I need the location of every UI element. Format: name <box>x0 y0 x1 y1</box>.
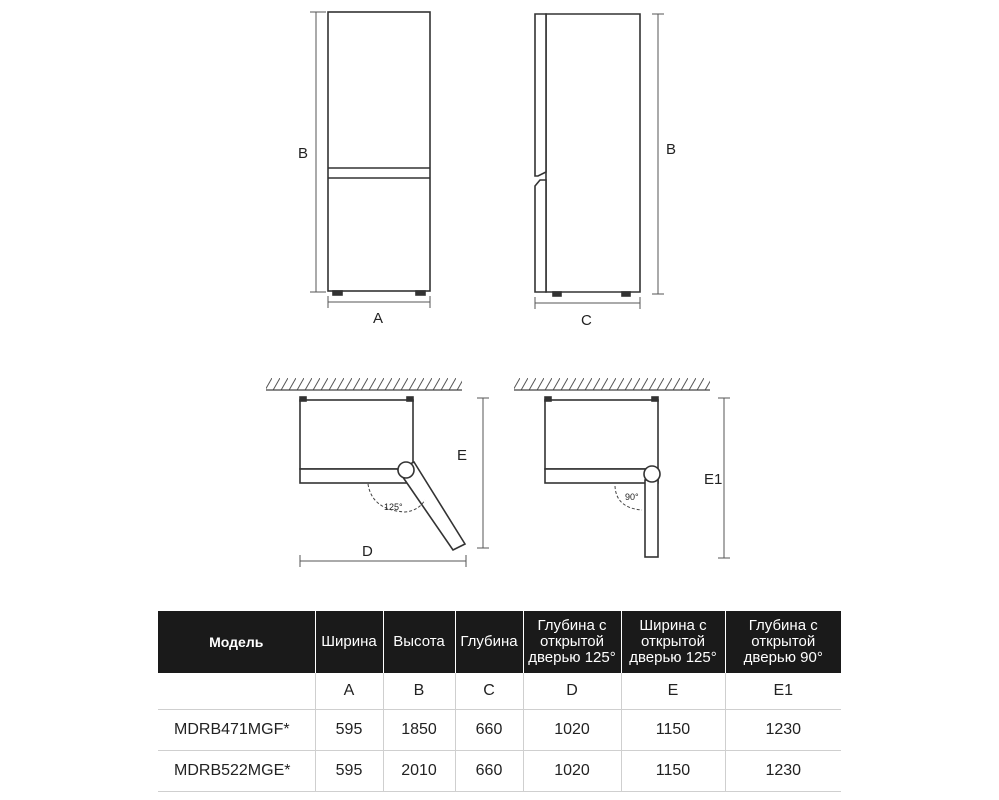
plan-90-depth-label: E1 <box>704 471 723 488</box>
side-height-dimension <box>652 14 664 294</box>
letter-cell: E1 <box>725 673 841 710</box>
letter-cell: D <box>523 673 621 710</box>
header-depth: Глубина <box>455 611 523 673</box>
header-model: Модель <box>158 611 315 673</box>
letter-cell: E <box>621 673 725 710</box>
table-cell: 1150 <box>621 710 725 751</box>
table-header-row <box>158 611 841 673</box>
table-cell: 1230 <box>725 710 841 751</box>
spec-table <box>158 611 841 792</box>
wall-hatch-left <box>266 378 462 390</box>
header-depth-open-125: Глубина с открытой дверью 125° <box>523 611 621 673</box>
wall-hatch-right <box>514 378 710 390</box>
side-foot-back <box>622 292 630 296</box>
side-door-lower <box>535 180 546 292</box>
front-view <box>328 12 430 295</box>
table-letter-row <box>158 673 841 710</box>
header-height: Высота <box>383 611 455 673</box>
letter-cell: C <box>455 673 523 710</box>
plan-90-angle-label: 90° <box>625 492 639 502</box>
letter-cell <box>158 673 315 710</box>
table-cell: 2010 <box>383 751 455 792</box>
table-cell: 595 <box>315 751 383 792</box>
side-height-label: B <box>666 141 677 158</box>
front-body <box>328 12 430 291</box>
front-height-label: B <box>298 145 309 162</box>
plan-125-width-label: D <box>362 543 373 560</box>
front-width-label: A <box>373 310 384 327</box>
plan-125-body <box>300 400 413 469</box>
table-cell: 1230 <box>725 751 841 792</box>
front-height-dimension <box>310 12 326 292</box>
side-depth-dimension <box>535 297 640 309</box>
front-width-dimension <box>328 296 430 308</box>
header-width: Ширина <box>315 611 383 673</box>
table-cell: 1150 <box>621 751 725 792</box>
plan-125-depth-label: E <box>457 447 468 464</box>
plan-125-view <box>266 378 489 567</box>
table-cell: 660 <box>455 710 523 751</box>
table-row <box>158 751 841 792</box>
side-body <box>546 14 640 292</box>
table-cell: 1850 <box>383 710 455 751</box>
letter-cell: A <box>315 673 383 710</box>
table-cell: 660 <box>455 751 523 792</box>
side-door-upper <box>535 14 546 176</box>
table-cell: 595 <box>315 710 383 751</box>
model-cell: MDRB522MGE* <box>158 751 315 792</box>
model-cell: MDRB471MGF* <box>158 710 315 751</box>
letter-cell: B <box>383 673 455 710</box>
plan-125-angle-label: 125° <box>384 502 403 512</box>
table-cell: 1020 <box>523 710 621 751</box>
table-row <box>158 710 841 751</box>
table-cell: 1020 <box>523 751 621 792</box>
plan-90-door <box>645 480 658 557</box>
side-view <box>535 14 640 296</box>
side-depth-label: C <box>581 312 592 329</box>
plan-90-body <box>545 400 658 469</box>
side-foot-front <box>553 292 561 296</box>
plan-90-view <box>514 378 730 558</box>
header-width-open-125: Ширина с открытой дверью 125° <box>621 611 725 673</box>
header-depth-open-90: Глубина с открытой дверью 90° <box>725 611 841 673</box>
front-foot-right <box>416 291 425 295</box>
front-foot-left <box>333 291 342 295</box>
